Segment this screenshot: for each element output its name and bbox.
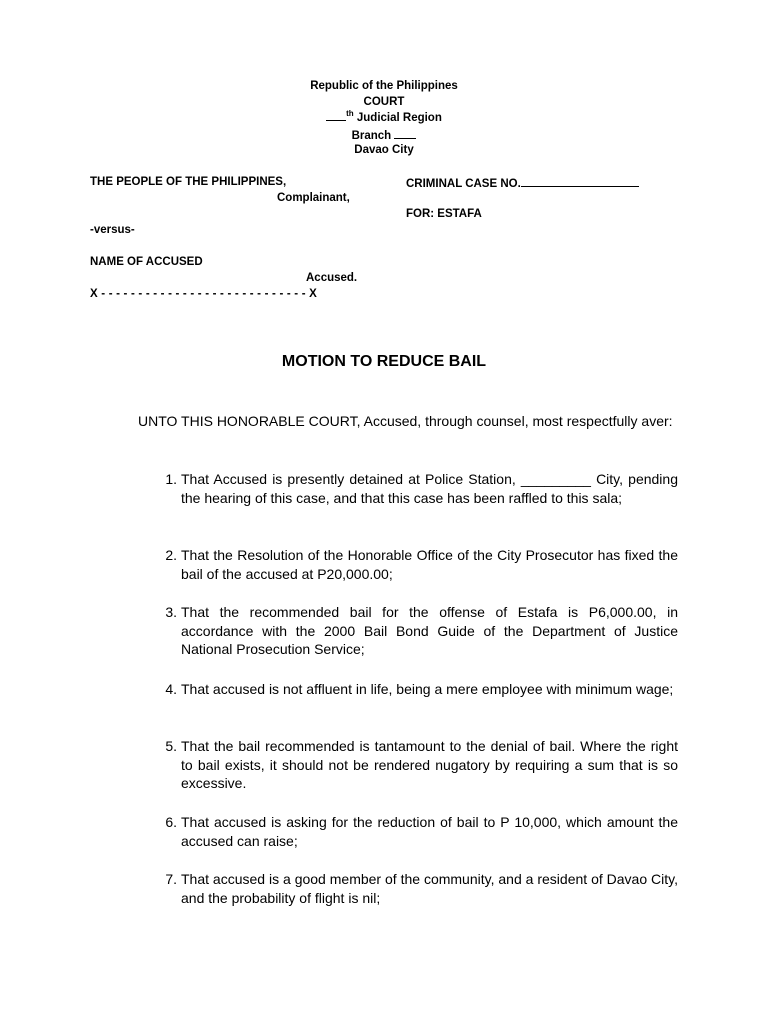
item-number: 1. (165, 471, 177, 487)
item-number: 6. (165, 814, 177, 830)
case-number-line (406, 176, 639, 190)
intro-text: UNTO THIS HONORABLE COURT, Accused, through counsel, most respectfully aver: (138, 413, 673, 429)
caption-versus: -versus- (90, 224, 135, 236)
region-blank (326, 110, 346, 121)
branch-blank (394, 128, 416, 139)
header-region: Judicial Region (356, 112, 442, 124)
region-suffix: th (346, 109, 354, 118)
header-branch: Branch (351, 130, 392, 142)
caption-plaintiff: THE PEOPLE OF THE PHILIPPINES, (90, 176, 287, 188)
item-number: 7. (165, 871, 177, 887)
header-city: Davao City (354, 144, 414, 156)
case-number-label: CRIMINAL CASE NO. (406, 178, 521, 190)
case-offense: FOR: ESTAFA (406, 208, 482, 220)
item-text: That the bail recommended is tantamount to the denial of bail. Where the right to bail exists, it should not be rendered nugatory by requiring a sum that is so excessive. (181, 738, 678, 791)
item-text: That accused is not affluent in life, being a mere employee with minimum wage; (181, 681, 674, 697)
caption-divider: X - - - - - - - - - - - - - - - - - - - - - - - - - - - - X (90, 288, 318, 300)
header-republic: Republic of the Philippines (310, 80, 458, 92)
item-text: That accused is asking for the reduction of bail to P 10,000, which amount the accused can raise; (181, 814, 678, 849)
caption-plaintiff-role: Complainant, (277, 192, 350, 204)
item-number: 5. (165, 738, 177, 754)
item-text: That Accused is presently detained at Police Station, _________ City, pending the hearing of this case, and that this case has been raffled to this sala; (181, 471, 678, 506)
caption-accused-name: NAME OF ACCUSED (90, 256, 203, 268)
item-number: 2. (165, 547, 177, 563)
item-text: That accused is a good member of the community, and a resident of Davao City, and the probability of flight is nil; (181, 871, 678, 906)
item-number: 4. (165, 681, 177, 697)
item-number: 3. (165, 604, 177, 620)
header-court: COURT (363, 96, 405, 108)
caption-accused-role: Accused. (306, 272, 358, 284)
header-branch-line (0, 128, 768, 142)
header-region-line (0, 110, 768, 124)
item-text: That the recommended bail for the offense of Estafa is P6,000.00, in accordance with the 2000 Bail Bond Guide of the Department of Justice National Prosecution Service; (181, 604, 678, 657)
document-title: MOTION TO REDUCE BAIL (281, 353, 487, 370)
case-number-blank (521, 176, 639, 187)
item-text: That the Resolution of the Honorable Office of the City Prosecutor has fixed the bail of the accused at P20,000.00; (181, 547, 678, 582)
intro-paragraph (90, 412, 678, 430)
